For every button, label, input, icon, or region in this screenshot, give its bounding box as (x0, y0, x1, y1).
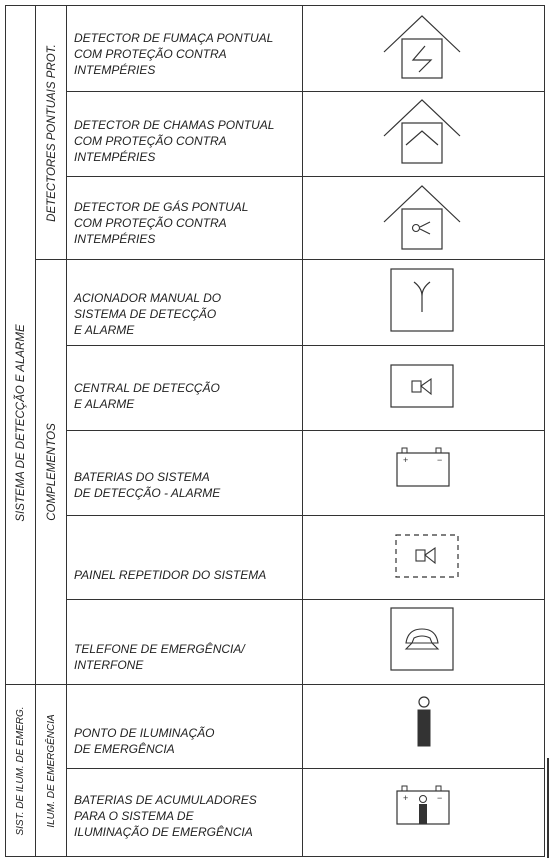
subgroup-label-emergency-lighting: ILUM. DE EMERGÊNCIA (46, 714, 57, 828)
row-2-description: DETECTOR DE CHAMAS PONTUAL COM PROTEÇÃO CONTRA INTEMPÉRIES (74, 118, 275, 164)
row-4-description: ACIONADOR MANUAL DO SISTEMA DE DETECÇÃO E ALARME (74, 291, 222, 337)
svg-text:−: − (437, 455, 443, 465)
page-edge-mark (547, 758, 549, 858)
row-5-description: CENTRAL DE DETECÇÃO E ALARME (74, 381, 220, 411)
row-9-description: PONTO DE ILUMINAÇÃO DE EMERGÊNCIA (74, 726, 215, 756)
svg-text:−: − (437, 793, 443, 803)
smoke-detector-icon (382, 14, 462, 84)
emergency-phone-icon (390, 607, 454, 671)
row-3-description: DETECTOR DE GÁS PONTUAL COM PROTEÇÃO CONTRA INTEMPÉRIES (74, 200, 249, 246)
svg-text:+: + (403, 455, 409, 465)
accumulator-battery-icon (394, 784, 454, 830)
subgroup-label-point-detectors: DETECTORES PONTUAIS PROT. (46, 44, 58, 222)
group-label-emergency-lighting-system: SIST. DE ILUM. DE EMERG. (15, 706, 26, 836)
svg-text:+: + (403, 793, 409, 803)
row-7-description: PAINEL REPETIDOR DO SISTEMA (74, 568, 267, 582)
gas-detector-icon (382, 184, 462, 254)
row-8-description: TELEFONE DE EMERGÊNCIA/ INTERFONE (74, 642, 245, 672)
emergency-light-icon (412, 695, 436, 749)
subgroup-label-complements: COMPLEMENTOS (46, 423, 58, 521)
alarm-central-icon (390, 364, 454, 408)
battery-icon (394, 446, 454, 490)
row-10-description: BATERIAS DE ACUMULADORES PARA O SISTEMA DE ILUMINAÇÃO DE EMERGÊNCIA (74, 793, 257, 839)
group-label-detection-alarm: SISTEMA DE DETECÇÃO E ALARME (15, 324, 27, 522)
repeater-panel-icon (394, 533, 460, 579)
flame-detector-icon (382, 98, 462, 168)
row-6-description: BATERIAS DO SISTEMA DE DETECÇÃO - ALARME (74, 470, 221, 500)
manual-call-point-icon (390, 268, 454, 332)
row-1-description: DETECTOR DE FUMAÇA PONTUAL COM PROTEÇÃO CONTRA INTEMPÉRIES (74, 31, 274, 77)
